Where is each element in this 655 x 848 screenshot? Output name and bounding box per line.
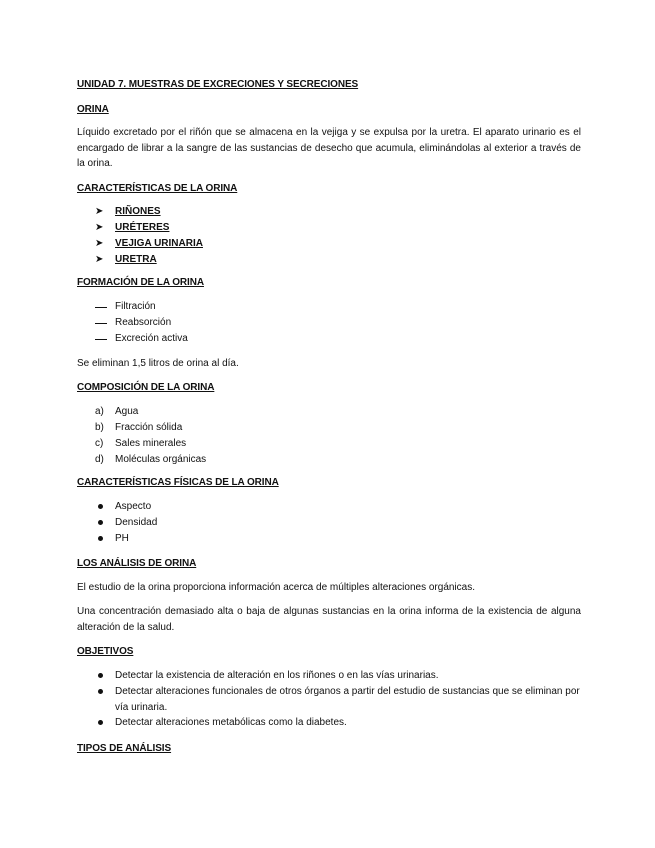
heading-fisicas: CARACTERÍSTICAS FÍSICAS DE LA ORINA [77,477,279,488]
composicion-list [77,404,581,468]
heading-composicion: COMPOSICIÓN DE LA ORINA [77,382,215,393]
list-item: a) Agua [77,404,581,420]
unit-title: UNIDAD 7. MUESTRAS DE EXCRECIONES Y SECRECIONES [77,79,359,90]
analisis-paragraph-2: Una concentración demasiado alta o baja de algunas sustancias en la orina informa de la existencia de alguna alteración de la salud. [77,606,581,633]
list-item: Detectar alteraciones metabólicas como la diabetes. [77,715,581,731]
heading-objetivos: OBJETIVOS [77,646,134,657]
list-item: Reabsorción [77,315,581,331]
list-item: ➤ URETRA [77,252,581,268]
list-item: Aspecto [77,499,581,515]
arrow-bullet-icon: ➤ [95,254,104,265]
list-item: c) Sales minerales [77,436,581,452]
list-item: Excreción activa [77,331,581,347]
list-marker: a) [95,406,104,417]
heading-orina: ORINA [77,104,109,115]
bullet-icon [98,536,103,541]
analisis-paragraph-1: El estudio de la orina proporciona información acerca de múltiples alteraciones orgánicas. [77,582,475,593]
list-item: PH [77,531,581,547]
heading-analisis: LOS ANÁLISIS DE ORINA [77,558,197,569]
list-marker: c) [95,438,104,449]
bullet-icon [98,504,103,509]
list-item: Detectar alteraciones funcionales de otros órganos a partir del estudio de sustancias que se eliminan por vía urinaria. [77,684,581,715]
formacion-note: Se eliminan 1,5 litros de orina al día. [77,358,239,369]
list-item: ➤ RIÑONES [77,204,581,220]
bullet-icon [98,720,103,725]
heading-tipos: TIPOS DE ANÁLISIS [77,743,172,754]
heading-formacion: FORMACIÓN DE LA ORINA [77,277,204,288]
formacion-list [77,299,581,347]
objetivos-list [77,668,581,731]
arrow-bullet-icon: ➤ [95,206,104,217]
list-item: Detectar la existencia de alteración en los riñones o en las vías urinarias. [77,668,581,684]
list-item: d) Moléculas orgánicas [77,452,581,468]
list-item: b) Fracción sólida [77,420,581,436]
arrow-bullet-icon: ➤ [95,222,104,233]
list-item: Densidad [77,515,581,531]
list-item: ➤ URÉTERES [77,220,581,236]
list-marker: d) [95,454,104,465]
bullet-icon [98,520,103,525]
list-item: Filtración [77,299,581,315]
caracteristicas-list [77,204,581,268]
dash-bullet-icon [95,307,107,308]
bullet-icon [98,673,103,678]
dash-bullet-icon [95,323,107,324]
list-item: ➤ VEJIGA URINARIA [77,236,581,252]
arrow-bullet-icon: ➤ [95,238,104,249]
orina-paragraph: Líquido excretado por el riñón que se almacena en la vejiga y se expulsa por la uretra. El aparato urinario es el encargado de librar a la sangre de las sustancias de desecho que acumula, eliminándolas al exterior a través de la orina. [77,127,581,169]
list-marker: b) [95,422,104,433]
bullet-icon [98,689,103,694]
dash-bullet-icon [95,339,107,340]
fisicas-list [77,499,581,547]
heading-caracteristicas: CARACTERÍSTICAS DE LA ORINA [77,183,238,194]
